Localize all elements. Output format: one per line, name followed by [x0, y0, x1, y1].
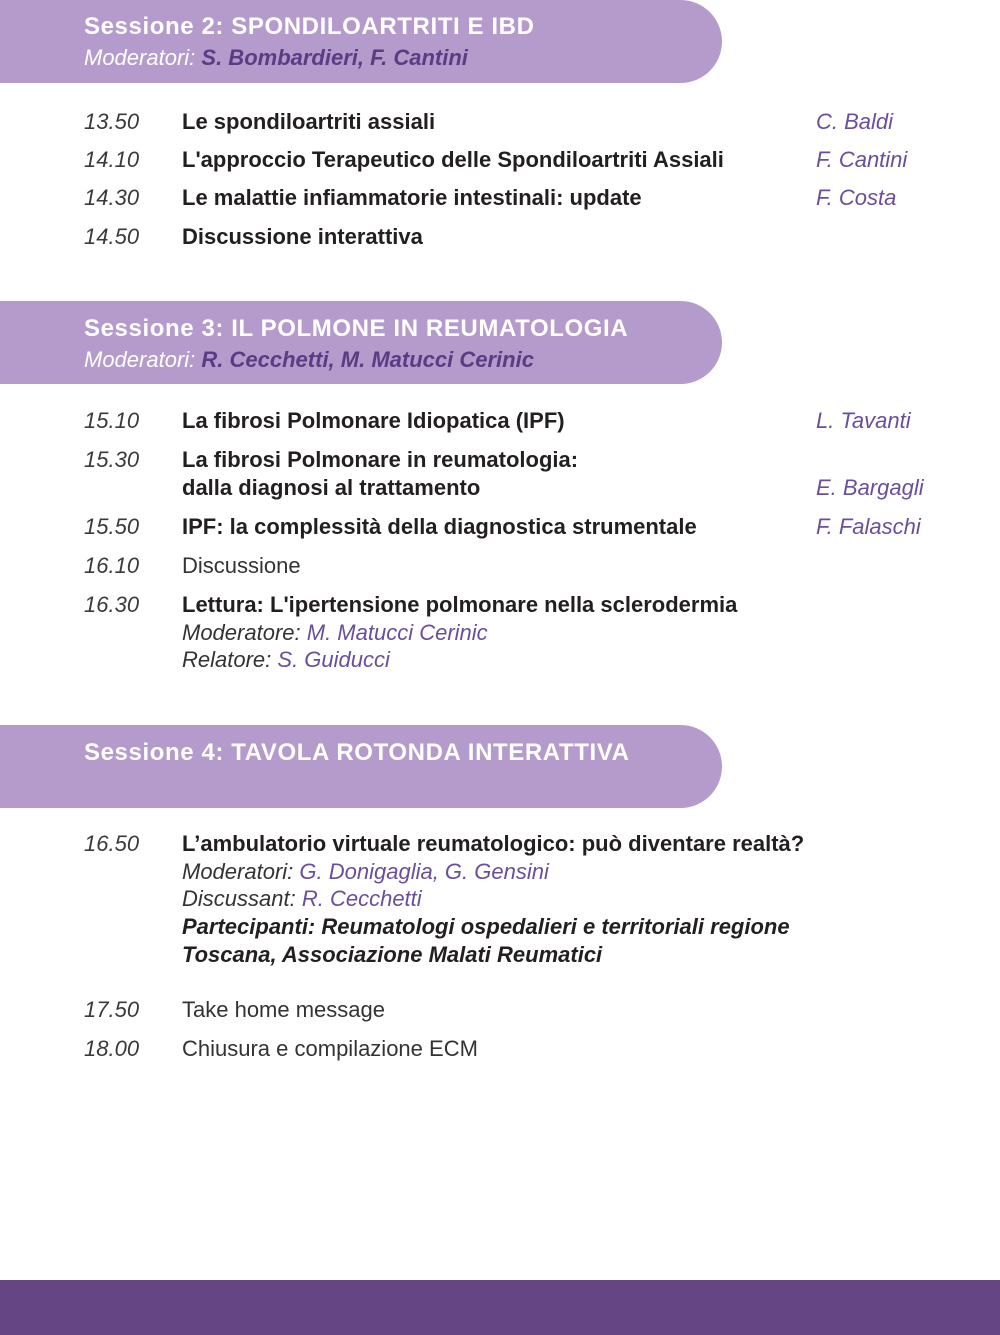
session-4-title: Sessione 4: TAVOLA ROTONDA INTERATTIVA: [84, 739, 630, 766]
speaker: C. Baldi: [816, 109, 894, 134]
moderators-names: R. Cecchetti, M. Matucci Cerinic: [201, 347, 534, 372]
time: 18.00: [84, 1036, 140, 1061]
moderator-name: M. Matucci Cerinic: [306, 620, 488, 645]
talk-title: Le malattie infiammatorie intestinali: update: [182, 185, 642, 210]
time: 16.50: [84, 831, 140, 856]
talk-title: L'approccio Terapeutico delle Spondiloartriti Assiali: [182, 147, 724, 172]
session-3-title: Sessione 3: IL POLMONE IN REUMATOLOGIA: [84, 315, 629, 342]
talk-title: Discussione: [182, 553, 301, 578]
session-2-title: Sessione 2: SPONDILOARTRITI E IBD: [84, 13, 535, 40]
speaker: E. Bargagli: [816, 475, 924, 500]
speaker-label: Relatore:: [182, 647, 272, 672]
talk-title: Lettura: L'ipertensione polmonare nella sclerodermia: [182, 592, 738, 617]
session-4-banner: [0, 725, 722, 808]
participants-line-1: Partecipanti: Reumatologi ospedalieri e territoriali regione: [182, 914, 790, 939]
session-2-banner: [0, 0, 722, 83]
talk-title: IPF: la complessità della diagnostica strumentale: [182, 514, 697, 539]
moderators-label: Moderatori:: [84, 45, 196, 70]
talk-title: Le spondiloartriti assiali: [182, 109, 436, 134]
speaker-name: S. Guiducci: [277, 647, 390, 672]
time: 16.30: [84, 592, 140, 617]
time: 14.50: [84, 224, 140, 249]
time: 13.50: [84, 109, 140, 134]
session-2-moderators: [84, 45, 468, 71]
moderators-names: G. Donigaglia, G. Gensini: [299, 859, 549, 884]
moderators-label: Moderatori:: [182, 859, 294, 884]
roundtable-discussant: [182, 886, 422, 912]
talk-title: La fibrosi Polmonare Idiopatica (IPF): [182, 408, 565, 433]
speaker: F. Falaschi: [816, 514, 921, 539]
talk-title: L’ambulatorio virtuale reumatologico: può diventare realtà?: [182, 831, 805, 856]
time: 14.10: [84, 147, 140, 172]
moderators-label: Moderatori:: [84, 347, 196, 372]
time: 15.10: [84, 408, 140, 433]
time: 17.50: [84, 997, 140, 1022]
session-3-moderators: [84, 347, 534, 373]
time: 15.30: [84, 447, 140, 472]
session-3-banner: [0, 301, 722, 384]
talk-title: Discussione interattiva: [182, 224, 423, 249]
talk-title: La fibrosi Polmonare in reumatologia:: [182, 447, 579, 472]
time: 14.30: [84, 185, 140, 210]
talk-title-line-2: dalla diagnosi al trattamento: [182, 475, 481, 500]
time: 16.10: [84, 553, 140, 578]
participants-line-2: Toscana, Associazione Malati Reumatici: [182, 942, 603, 967]
talk-title: Chiusura e compilazione ECM: [182, 1036, 478, 1061]
discussant-name: R. Cecchetti: [301, 886, 422, 911]
speaker: L. Tavanti: [816, 408, 911, 433]
moderators-names: S. Bombardieri, F. Cantini: [201, 45, 468, 70]
talk-title: Take home message: [182, 997, 385, 1022]
lecture-speaker: [182, 647, 390, 673]
speaker: F. Costa: [816, 185, 897, 210]
time: 15.50: [84, 514, 140, 539]
lecture-moderator: [182, 620, 488, 646]
speaker: F. Cantini: [816, 147, 908, 172]
footer-bar: [0, 1280, 1000, 1335]
discussant-label: Discussant:: [182, 886, 296, 911]
roundtable-moderators: [182, 859, 549, 885]
moderator-label: Moderatore:: [182, 620, 301, 645]
